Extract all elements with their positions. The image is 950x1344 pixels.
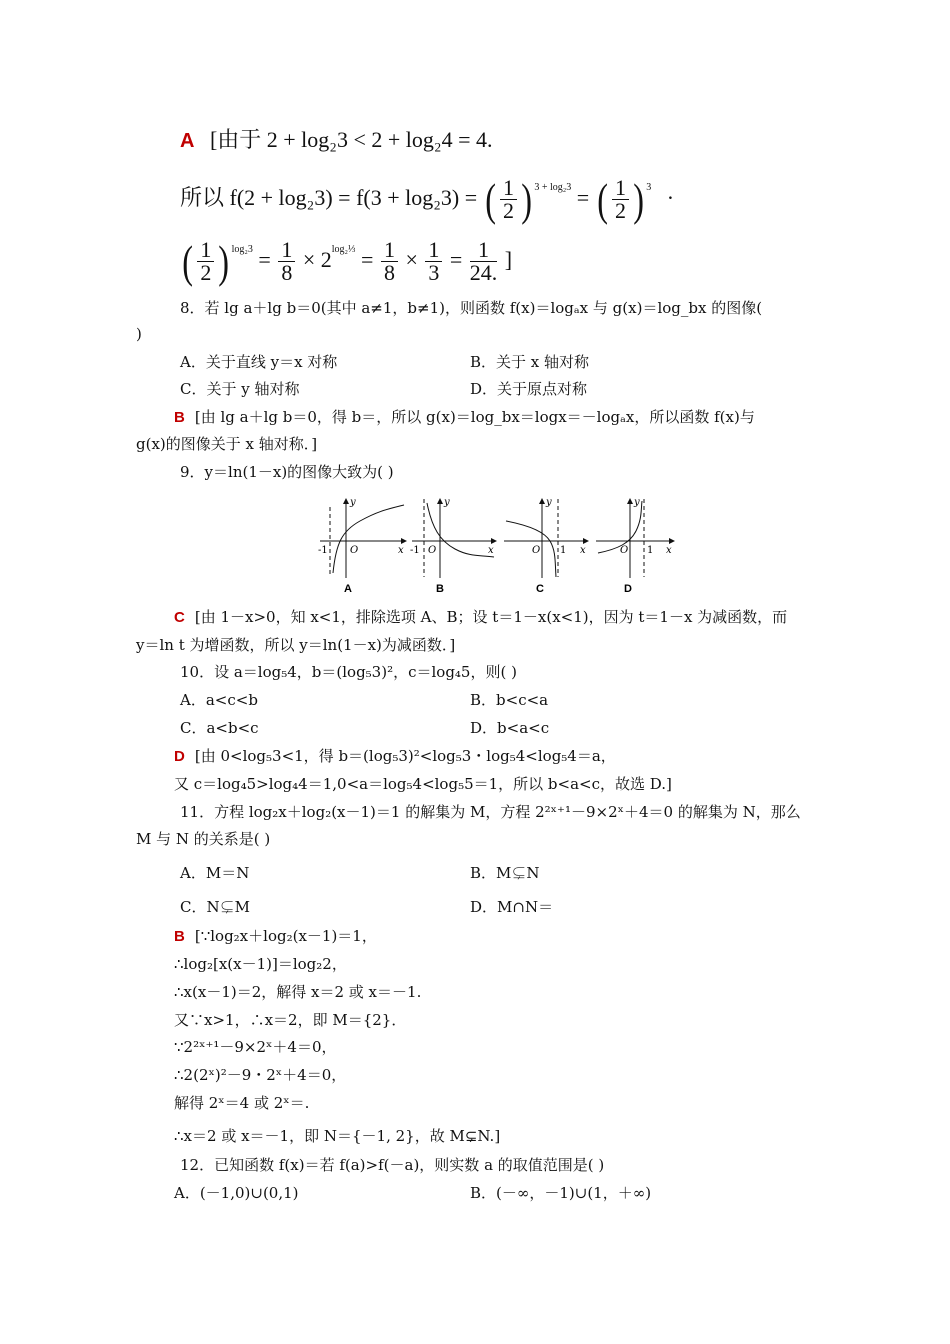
q9-stem: 9．y＝ln(1－x)的图像大致为( ) bbox=[180, 463, 394, 481]
graph-d bbox=[596, 497, 674, 593]
q10-option-a: A．a<c<b bbox=[180, 691, 258, 709]
q8-option-b: B．关于 x 轴对称 bbox=[470, 353, 590, 371]
asymptote-label: -1 bbox=[410, 545, 420, 556]
fraction-one-eighth: $\frac{1}{8}$ bbox=[278, 239, 295, 284]
q8-solution: B [由 lg a＋lg b＝0，得 b＝，所以 g(x)＝log_bx＝logx＝－logₐx，所以函数 f(x)与 bbox=[174, 408, 755, 426]
origin-label: O bbox=[350, 545, 359, 556]
origin-label: O bbox=[428, 545, 437, 556]
q11-step: ∴x＝2 或 x＝－1，即 N＝{－1, 2}，故 M⊊N.] bbox=[174, 1127, 501, 1145]
x-axis-label: x bbox=[488, 545, 494, 556]
q10-option-c: C．a<b<c bbox=[180, 719, 259, 737]
answer-badge: D bbox=[174, 748, 185, 765]
asymptote-label: 1 bbox=[647, 545, 654, 556]
solution7-line2-prefix: 所以 f(2 + log₂3) = f(3 + log₂3) = bbox=[180, 185, 478, 210]
graph-c bbox=[504, 497, 588, 593]
asymptote-label: -1 bbox=[318, 545, 328, 556]
q8-stem: 8．若 lg a＋lg b＝0(其中 a≠1，b≠1)，则函数 f(x)＝logₐx 与 g(x)＝log_bx 的图像( bbox=[180, 299, 763, 317]
q11-step: 解得 2ˣ＝4 或 2ˣ＝. bbox=[174, 1094, 310, 1112]
q11-step: 又∵x>1，∴x＝2，即 M＝{2}． bbox=[174, 1011, 407, 1029]
q11-option-a: A．M＝N bbox=[180, 864, 250, 882]
q12-stem: 12．已知函数 f(x)＝若 f(a)>f(－a)，则实数 a 的取值范围是( ) bbox=[180, 1156, 605, 1174]
q12-option-a: A．(－1,0)∪(0,1) bbox=[174, 1184, 299, 1202]
q11-option-b: B．M⊊N bbox=[470, 864, 540, 882]
y-axis-label: y bbox=[634, 497, 640, 508]
fraction-half: $\frac{1}{2}$ bbox=[612, 177, 629, 222]
q11-step: ∴log₂[x(x－1)]＝log₂2， bbox=[174, 955, 347, 973]
q8-option-c: C．关于 y 轴对称 bbox=[180, 380, 300, 398]
q12-option-b: B．(－∞，－1)∪(1，＋∞) bbox=[470, 1184, 652, 1202]
solution7-line3: ( $\frac{1}{2}$ ) $^{log_23}$ = $\frac{1}{8}$ × $2^{log_2\frac{1}{3}}$ = $\frac{1}{8}$ × $\frac{1}{3}$ = $\frac{1}{24.}$ ] bbox=[182, 235, 513, 287]
q10-stem: 10．设 a＝log₅4，b＝(log₅3)²，c＝log₄5，则( ) bbox=[180, 663, 517, 681]
x-axis-label: x bbox=[666, 545, 672, 556]
q10-option-d: D．b<a<c bbox=[470, 719, 550, 737]
q8-solution-cont: g(x)的图像关于 x 轴对称．] bbox=[136, 435, 318, 453]
solution7-text: [由于 2 + log₂3 < 2 + log₂4 = 4. bbox=[209, 127, 493, 152]
q11-option-d: D．M∩N＝ bbox=[470, 898, 554, 916]
answer-badge: B bbox=[174, 409, 185, 426]
fraction-one-twentyfourth: $\frac{1}{24.}$ bbox=[469, 237, 498, 286]
x-axis-label: x bbox=[580, 545, 586, 556]
q9-solution-cont: y＝ln t 为增函数，所以 y＝ln(1－x)为减函数．] bbox=[136, 636, 456, 654]
q9-solution: C [由 1－x>0，知 x<1，排除选项 A、B；设 t＝1－x(x<1)，因为 t＝1－x 为减函数，而 bbox=[174, 608, 788, 626]
q11-solution: B [∵log₂x＋log₂(x－1)＝1， bbox=[174, 927, 377, 945]
q8-option-d: D．关于原点对称 bbox=[470, 380, 588, 398]
origin-label: O bbox=[532, 545, 541, 556]
answer-badge: C bbox=[174, 609, 185, 626]
q11-stem-cont: M 与 N 的关系是( ) bbox=[136, 830, 271, 848]
graph-a bbox=[318, 497, 406, 593]
q10-solution-cont: 又 c＝log₄5>log₄4＝1,0<a＝log₅4<log₅5＝1，所以 b<a<c，故选 D.] bbox=[174, 775, 672, 793]
solution7-line1 bbox=[180, 127, 493, 152]
x-axis-label: x bbox=[398, 545, 404, 556]
solution7-line2: 所以 f(2 + log₂3) = f(3 + log₂3) = ( $\frac{1}{2}$ ) $^{3 + log_23}$ = ( $\frac{1}{2}$ ) $^3$ · bbox=[180, 173, 675, 225]
q10-option-b: B．b<c<a bbox=[470, 691, 549, 709]
graph-label-d: D bbox=[624, 583, 632, 593]
exponent: 3 bbox=[646, 182, 652, 193]
y-axis-label: y bbox=[350, 497, 356, 508]
fraction-half: $\frac{1}{2}$ bbox=[500, 177, 517, 222]
answer-badge: A bbox=[180, 130, 195, 152]
q11-option-c: C．N⊊M bbox=[180, 898, 250, 916]
q11-stem: 11．方程 log₂x＋log₂(x－1)＝1 的解集为 M，方程 2²ˣ⁺¹－9×2ˣ＋4＝0 的解集为 N，那么 bbox=[180, 803, 801, 821]
graph-label-c: C bbox=[536, 583, 544, 593]
graph-b bbox=[410, 497, 496, 593]
q8-stem-cont: ) bbox=[136, 325, 142, 343]
q11-step: ∵2²ˣ⁺¹－9×2ˣ＋4＝0， bbox=[174, 1038, 337, 1056]
y-axis-label: y bbox=[444, 497, 450, 508]
q10-solution: D [由 0<log₅3<1，得 b＝(log₅3)²<log₅3・log₅4<log₅4＝a， bbox=[174, 747, 616, 765]
origin-label: O bbox=[620, 545, 629, 556]
asymptote-label: 1 bbox=[560, 545, 567, 556]
exponent: log₂3 bbox=[231, 244, 253, 255]
answer-badge: B bbox=[174, 928, 185, 945]
exponent: 3 + log₂3 bbox=[534, 182, 572, 193]
fraction-one-third: $\frac{1}{3}$ bbox=[425, 239, 442, 284]
y-axis-label: y bbox=[546, 497, 552, 508]
fraction-half: $\frac{1}{2}$ bbox=[197, 239, 214, 284]
q11-step: ∴x(x－1)＝2，解得 x＝2 或 x＝－1. bbox=[174, 983, 422, 1001]
q11-step: ∴2(2ˣ)²－9・2ˣ＋4＝0， bbox=[174, 1066, 347, 1084]
q9-graph-options bbox=[318, 493, 678, 593]
graph-label-a: A bbox=[344, 583, 352, 593]
q8-option-a: A．关于直线 y＝x 对称 bbox=[180, 353, 338, 371]
fraction-one-eighth: $\frac{1}{8}$ bbox=[381, 239, 398, 284]
graph-label-b: B bbox=[436, 583, 444, 593]
